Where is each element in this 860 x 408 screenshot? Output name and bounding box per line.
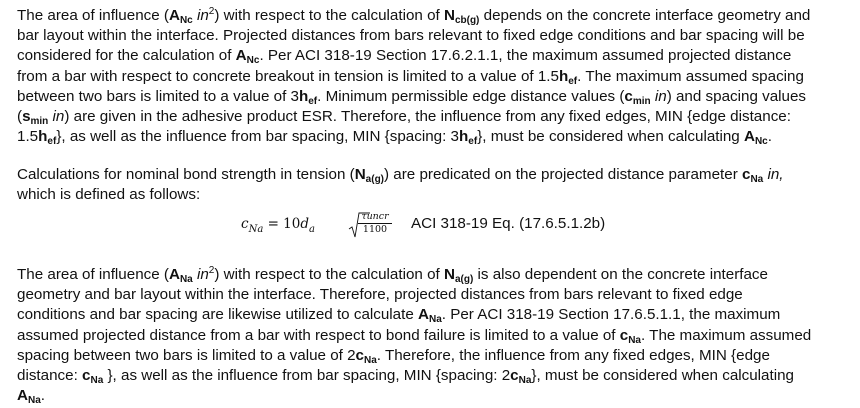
text-line: from a bar with respect to concrete breakout in tension is limited to a value of $1.5h_{ef}$. The maximum assumed spacing <box>17 67 804 87</box>
equation-lhs: $c_{Na} = 10d_a$ <box>241 216 315 235</box>
text-line: between two bars is limited to a value of $3h_{ef}$. Minimum permissible edge distance values ($c_{min}$ in) and spacing values <box>17 87 807 107</box>
text-line: considered for the calculation of $A_{Nc}$. Per ACI 318-19 Section 17.6.2.1.1, the maximum assumed projected distance <box>17 47 792 67</box>
equation-fraction <box>358 211 392 236</box>
paragraph-area-of-influence-bond <box>17 265 853 406</box>
text-line: bar layout within the interface. Projected distances from bars relevant to fixed edge conditions and bar spacing will be <box>17 27 805 45</box>
text-line: Calculations for nominal bond strength in tension $(N_{a(g)})$ are predicated on the projected distance parameter $c_{Na}$ in, <box>17 166 784 185</box>
text-line: spacing between two bars is limited to a value of $2c_{Na}$. Therefore, the influence from any fixed edges, MIN {edge <box>17 346 770 366</box>
paragraph-bond-strength-intro <box>17 165 853 205</box>
text-line: $1.5h_{ef}$}, as well as the influence from bar spacing, MIN {spacing: $3h_{ef}$}, must be considered when calculating $A_{Nc}$. <box>17 128 772 148</box>
text-line: distance: $c_{Na}$ }, as well as the influence from bar spacing, MIN {spacing: $2c_{Na}$}, must be considered when calculating <box>17 367 794 387</box>
fraction-numerator: τuncr <box>358 211 392 224</box>
text-line: The area of influence ($A_{Nc}$ $in^2$) with respect to the calculation of $N_{cb(g)}$ depends on the concrete interface geometry and <box>17 6 811 26</box>
text-line: conditions and bar spacing are likewise utilized to calculate $A_{Na}$. Per ACI 318-19 Section 17.6.5.1.1, the maximum <box>17 306 781 326</box>
text-line: $A_{Na}$. <box>17 387 45 407</box>
equation-row <box>0 209 860 243</box>
text-line: The area of influence ($A_{Na}$ $in^2$) with respect to the calculation of $N_{a(g)}$ is also dependent on the concrete interface <box>17 265 768 285</box>
fraction-denominator: 1100 <box>362 224 388 235</box>
text-line: geometry and bar layout within the interface. Therefore, projected distances from bars relevant to fixed edge <box>17 286 743 304</box>
equation-reference: ACI 318-19 Eq. (17.6.5.1.2b) <box>411 215 606 232</box>
text-line: ($s_{min}$ in) are given in the adhesive product ESR. Therefore, the influence from any fixed edges, MIN {edge distance: <box>17 108 791 128</box>
text-line: assumed projected distance from a bar with respect to bond failure is limited to a value of $c_{Na}$. The maximum assumed <box>17 326 812 346</box>
text-line: which is defined as follows: <box>17 186 201 204</box>
paragraph-area-of-influence-concrete <box>17 6 853 147</box>
